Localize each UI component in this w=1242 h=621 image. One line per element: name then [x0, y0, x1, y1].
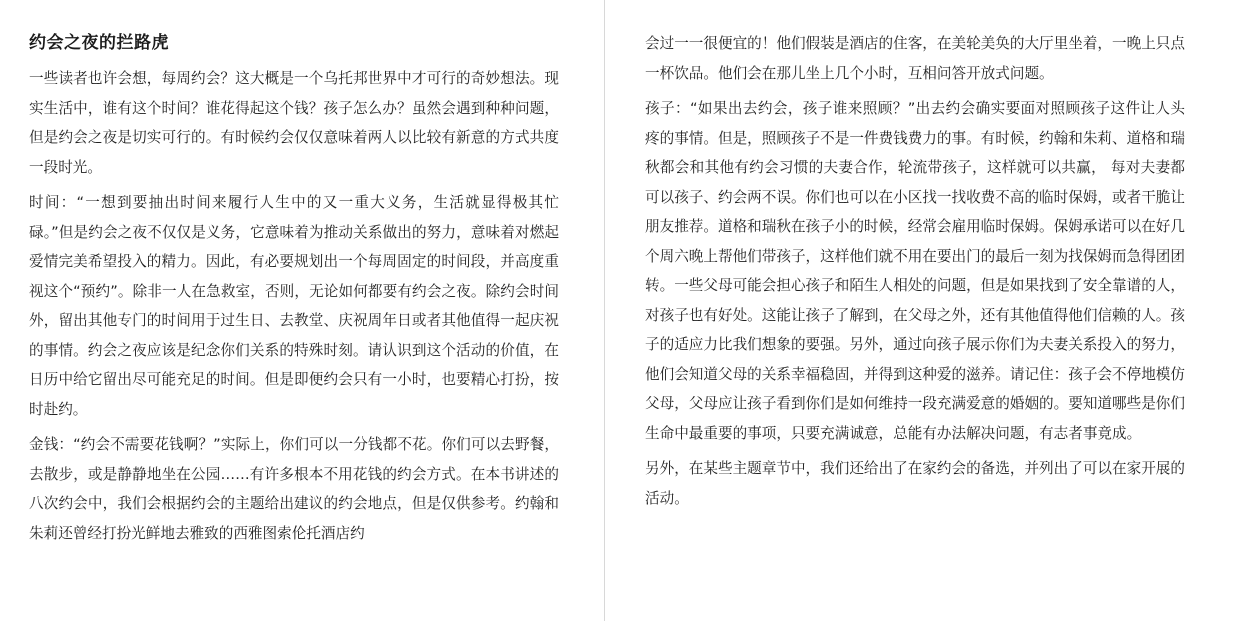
- paragraph-children: 孩子：“如果出去约会，孩子谁来照顾？”出去约会确实要面对照顾孩子这件让人头疼的事情。但是，照顾孩子不是一件费钱费力的事。有时候，约翰和朱莉、道格和瑞秋都会和其他有约会习惯的夫妻合作，轮流带孩子，这样就可以共赢， 每对夫妻都可以孩子、约会两不误。你们也可以在小区找一找收费不高的临时保姆，或者干脆让朋友推荐。道格和瑞秋在孩子小的时候，经常会雇用临时保姆。保姆承诺可以在好几个周六晚上帮他们带孩子，这样他们就不用在要出门的最后一刻为找保姆而急得团团转。一些父母可能会担心孩子和陌生人相处的问题，但是如果找到了安全靠谱的人，对孩子也有好处。这能让孩子了解到，在父母之外，还有其他值得他们信赖的人。孩子的适应力比我们想象的要强。另外，通过向孩子展示你们为夫妻关系投入的努力，他们会知道父母的关系幸福稳固，并得到这种爱的滋养。请记住：孩子会不停地模仿父母，父母应让孩子看到你们是如何维持一段充满爱意的婚姻的。要知道哪些是你们生命中最重要的事项，只要充满诚意，总能有办法解决问题，有志者事竟成。: [645, 100, 1185, 442]
- paragraph-intro: 一些读者也许会想，每周约会？这大概是一个乌托邦世界中才可行的奇妙想法。现实生活中，谁有这个时间？谁花得起这个钱？孩子怎么办？虽然会遇到种种问题，但是约会之夜是切实可行的。有时候约会仅仅意味着两人以比较有新意的方式共度一段时光。: [29, 70, 559, 176]
- chapter-heading: 约会之夜的拦路虎: [29, 33, 169, 53]
- paragraph-money: 金钱：“约会不需要花钱啊？”实际上，你们可以一分钱都不花。你们可以去野餐，去散步，或是静静地坐在公园……有许多根本不用花钱的约会方式。在本书讲述的八次约会中，我们会根据约会的主题给出建议的约会地点，但是仅供参考。约翰和朱莉还曾经打扮光鲜地去雅致的西雅图索伦托酒店约: [29, 436, 559, 542]
- right-page: [605, 0, 1242, 621]
- paragraph-time: 时间：“一想到要抽出时间来履行人生中的又一重大义务，生活就显得极其忙碌。”但是约会之夜不仅仅是义务，它意味着为推动关系做出的努力，意味着对燃起爱情完美希望投入的精力。因此，有必要规划出一个每周固定的时间段，并高度重视这个“预约”。除非一人在急救室，否则，无论如何都要有约会之夜。除约会时间外，留出其他专门的时间用于过生日、去教堂、庆祝周年日或者其他值得一起庆祝的事情。约会之夜应该是纪念你们关系的特殊时刻。请认识到这个活动的价值，在日历中给它留出尽可能充足的时间。但是即便约会只有一小时，也要精心打扮，按时赴约。: [29, 194, 559, 418]
- paragraph-money-continued: 会过一一很便宜的！他们假装是酒店的住客，在美轮美奂的大厅里坐着，一晚上只点一杯饮品。他们会在那儿坐上几个小时，互相问答开放式问题。: [645, 35, 1185, 82]
- left-page: [0, 0, 604, 621]
- paragraph-home-dates: 另外，在某些主题章节中，我们还给出了在家约会的备选，并列出了可以在家开展的活动。: [645, 460, 1185, 507]
